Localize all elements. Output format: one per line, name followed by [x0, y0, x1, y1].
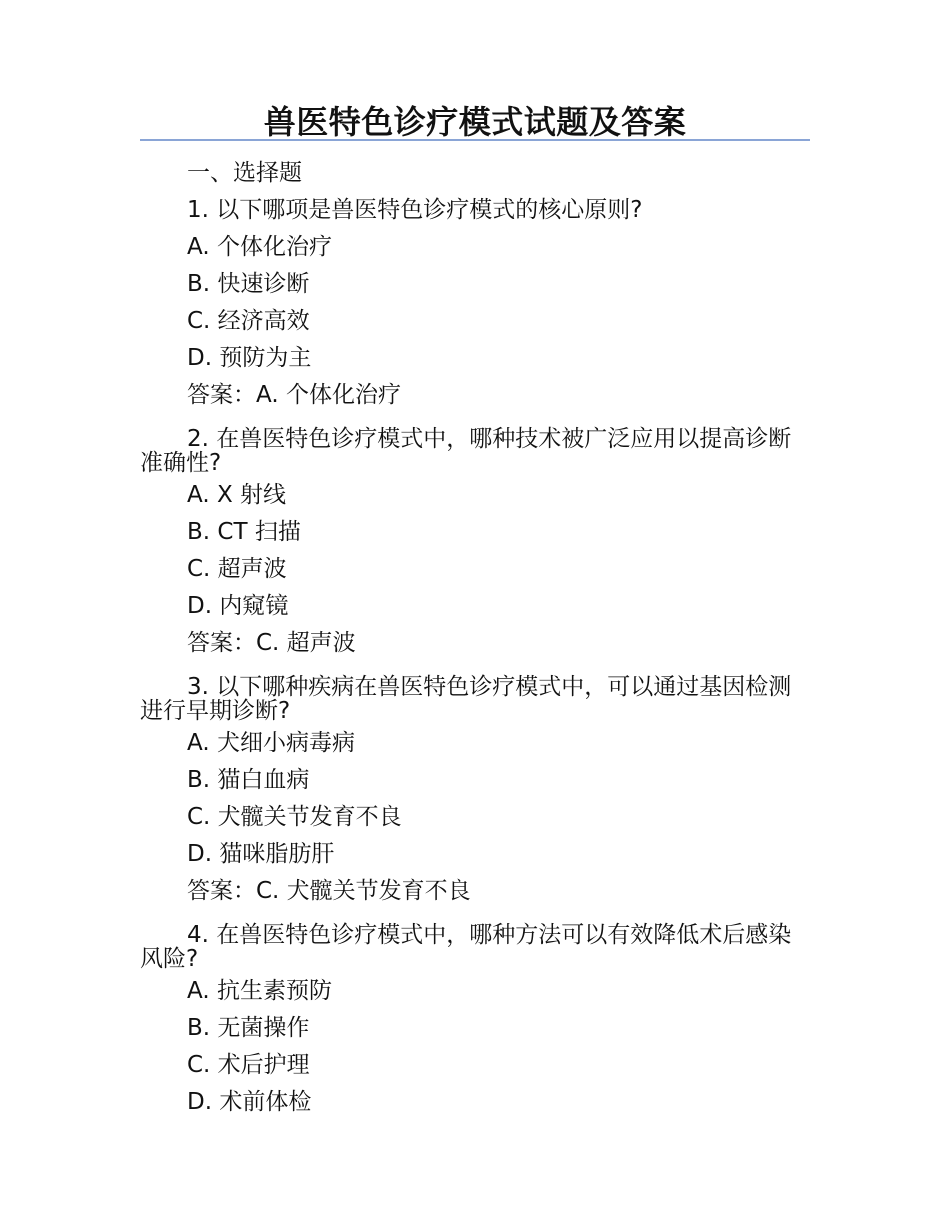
question-2-option-d: D. 内窥镜 [187, 593, 289, 619]
question-4-option-d: D. 术前体检 [187, 1089, 312, 1115]
question-stem-2: 2. 在兽医特色诊疗模式中，哪种技术被广泛应用以提高诊断准确性? [140, 426, 792, 476]
title-underline [140, 139, 810, 141]
question-1-option-b: B. 快速诊断 [187, 271, 310, 297]
question-1-option-d: D. 预防为主 [187, 345, 312, 371]
question-1-option-a: A. 个体化治疗 [187, 234, 332, 260]
question-3-option-b: B. 猫白血病 [187, 767, 310, 793]
question-4-option-a: A. 抗生素预防 [187, 978, 332, 1004]
question-3-option-a: A. 犬细小病毒病 [187, 730, 355, 756]
question-stem-1: 1. 以下哪项是兽医特色诊疗模式的核心原则? [187, 197, 643, 223]
question-2-answer: 答案：C. 超声波 [187, 630, 356, 656]
question-stem-4: 4. 在兽医特色诊疗模式中，哪种方法可以有效降低术后感染风险? [140, 922, 792, 972]
question-1-answer: 答案：A. 个体化治疗 [187, 382, 401, 408]
question-stem-3: 3. 以下哪种疾病在兽医特色诊疗模式中，可以通过基因检测进行早期诊断? [140, 674, 792, 724]
question-3-option-d: D. 猫咪脂肪肝 [187, 841, 335, 867]
question-1-option-c: C. 经济高效 [187, 308, 310, 334]
question-2-option-c: C. 超声波 [187, 556, 287, 582]
question-4-option-c: C. 术后护理 [187, 1052, 310, 1078]
question-4-option-b: B. 无菌操作 [187, 1015, 310, 1041]
question-2-option-a: A. X 射线 [187, 482, 287, 508]
question-3-option-c: C. 犬髋关节发育不良 [187, 804, 402, 830]
document-body [140, 155, 810, 1121]
question-3-answer: 答案：C. 犬髋关节发育不良 [187, 878, 471, 904]
document-title: 兽医特色诊疗模式试题及答案 [263, 103, 687, 141]
question-2-option-b: B. CT 扫描 [187, 519, 301, 545]
section-heading: 一、选择题 [187, 160, 302, 186]
